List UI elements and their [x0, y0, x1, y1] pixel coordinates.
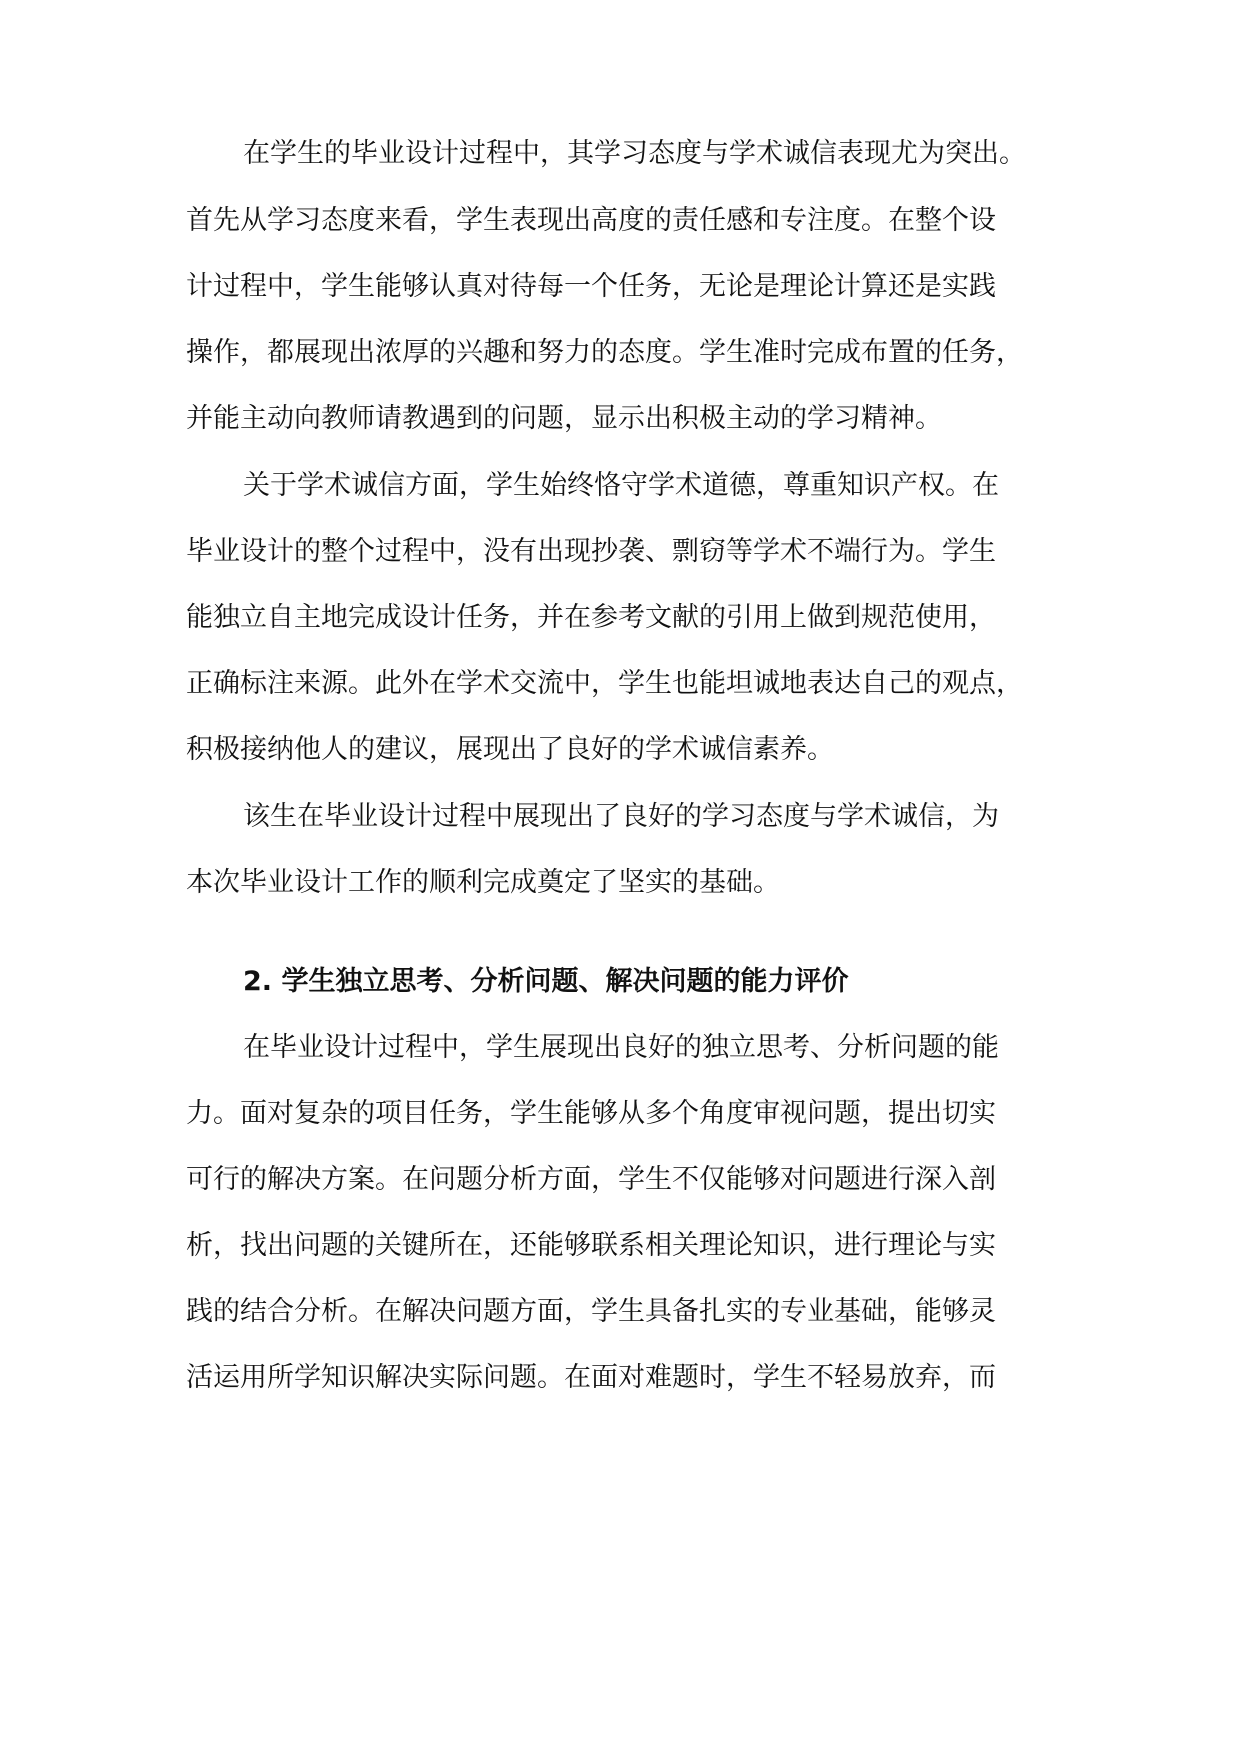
paragraph-line: 并能主动向教师请教遇到的问题，显示出积极主动的学习精神。: [186, 403, 942, 434]
paragraph-line: 关于学术诚信方面，学生始终恪守学术道德，尊重知识产权。在: [243, 470, 999, 501]
section-heading: 2. 学生独立思考、分析问题、解决问题的能力评价: [243, 966, 849, 997]
paragraph-line: 力。面对复杂的项目任务，学生能够从多个角度审视问题，提出切实: [186, 1098, 996, 1129]
paragraph-line: 在毕业设计过程中，学生展现出良好的独立思考、分析问题的能: [243, 1032, 999, 1063]
paragraph-line: 能独立自主地完成设计任务，并在参考文献的引用上做到规范使用，: [186, 602, 996, 633]
paragraph-line: 操作，都展现出浓厚的兴趣和努力的态度。学生准时完成布置的任务，: [186, 337, 1023, 368]
paragraph-line: 践的结合分析。在解决问题方面，学生具备扎实的专业基础，能够灵: [186, 1296, 996, 1327]
paragraph-line: 毕业设计的整个过程中，没有出现抄袭、剽窃等学术不端行为。学生: [186, 536, 996, 567]
paragraph-line: 正确标注来源。此外在学术交流中，学生也能坦诚地表达自己的观点，: [186, 668, 1023, 699]
paragraph-line: 首先从学习态度来看，学生表现出高度的责任感和专注度。在整个设: [186, 205, 996, 236]
paragraph-line: 本次毕业设计工作的顺利完成奠定了坚实的基础。: [186, 867, 780, 898]
paragraph-line: 计过程中，学生能够认真对待每一个任务，无论是理论计算还是实践: [186, 271, 996, 302]
paragraph-line: 在学生的毕业设计过程中，其学习态度与学术诚信表现尤为突出。: [243, 138, 1026, 169]
paragraph-line: 积极接纳他人的建议，展现出了良好的学术诚信素养。: [186, 734, 834, 765]
paragraph-line: 析，找出问题的关键所在，还能够联系相关理论知识，进行理论与实: [186, 1230, 996, 1261]
paragraph-line: 该生在毕业设计过程中展现出了良好的学习态度与学术诚信，为: [243, 801, 999, 832]
paragraph-line: 可行的解决方案。在问题分析方面，学生不仅能够对问题进行深入剖: [186, 1164, 996, 1195]
paragraph-line: 活运用所学知识解决实际问题。在面对难题时，学生不轻易放弃，而: [186, 1362, 996, 1393]
